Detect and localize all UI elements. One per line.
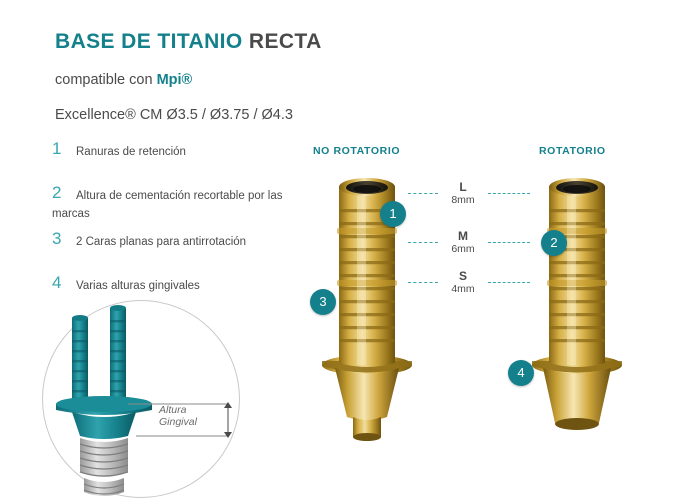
callout-bubble-3[interactable]: 3 bbox=[310, 289, 336, 315]
annotation-line-2: Gingival bbox=[159, 416, 197, 428]
list-item bbox=[52, 139, 292, 176]
compatibility-prefix: compatible con bbox=[55, 72, 157, 88]
height-value: 4mm bbox=[451, 283, 475, 295]
feature-text: Varias alturas gingivales bbox=[76, 280, 200, 292]
height-label-l bbox=[443, 181, 483, 207]
page-title-main: BASE DE TITANIO bbox=[55, 30, 243, 53]
list-item bbox=[52, 183, 292, 222]
feature-text: Ranuras de retención bbox=[76, 146, 186, 158]
feature-number: 1 bbox=[52, 139, 62, 158]
list-item bbox=[52, 229, 292, 266]
height-key: S bbox=[458, 269, 467, 283]
height-label-m bbox=[443, 230, 483, 256]
height-value: 6mm bbox=[451, 243, 475, 255]
callout-bubble-4[interactable]: 4 bbox=[508, 360, 534, 386]
compatibility-brand: Mpi® bbox=[156, 72, 193, 88]
height-value: 8mm bbox=[451, 194, 475, 206]
callout-bubble-1[interactable]: 1 bbox=[380, 201, 406, 227]
page-title-sub: RECTA bbox=[248, 30, 322, 53]
height-key: M bbox=[458, 229, 468, 243]
feature-list bbox=[52, 139, 292, 320]
column-heading-rotational: ROTATORIO bbox=[539, 145, 606, 157]
callout-bubble-2[interactable]: 2 bbox=[541, 230, 567, 256]
gingival-height-diagram bbox=[42, 300, 252, 500]
reference-line: Excellence® CM Ø3.5 / Ø3.75 / Ø4.3 bbox=[55, 107, 293, 123]
feature-number: 4 bbox=[52, 273, 62, 292]
annotation-line-1: Altura bbox=[159, 404, 187, 416]
feature-number: 3 bbox=[52, 229, 62, 248]
feature-text: Altura de cementación recortable por las marcas bbox=[52, 190, 283, 220]
height-key: L bbox=[459, 180, 467, 194]
feature-text: 2 Caras planas para antirrotación bbox=[76, 236, 247, 248]
compatibility-line bbox=[55, 72, 192, 88]
diagram-illustration bbox=[42, 300, 252, 500]
page-title bbox=[55, 30, 322, 54]
feature-number: 2 bbox=[52, 183, 62, 202]
column-heading-non-rotational: NO ROTATORIO bbox=[313, 145, 401, 157]
height-label-s bbox=[443, 270, 483, 296]
gingival-height-annotation bbox=[159, 404, 197, 428]
implant-image-rotational bbox=[515, 165, 645, 465]
implant-image-non-rotational bbox=[305, 165, 435, 465]
